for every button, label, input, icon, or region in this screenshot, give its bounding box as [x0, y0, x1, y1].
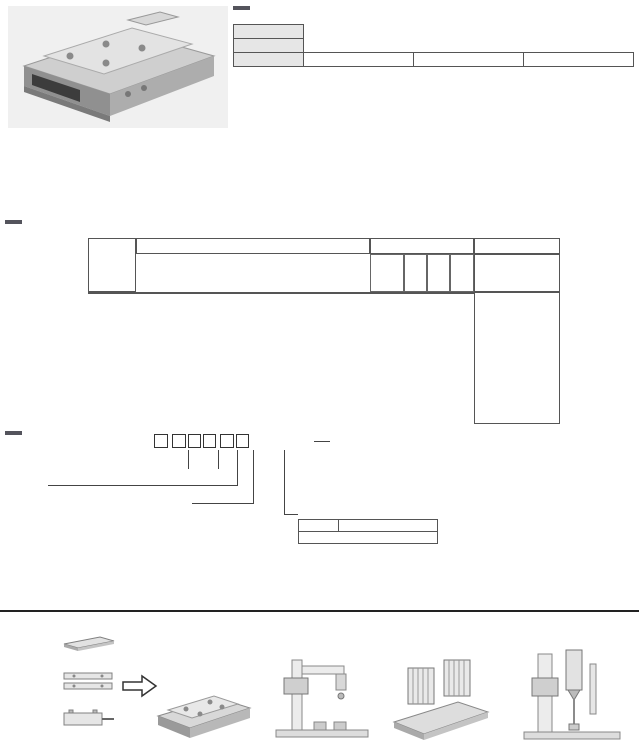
leader-line — [284, 450, 285, 514]
leader-line — [284, 514, 298, 515]
switch-model-row — [299, 532, 438, 544]
slide-table-product-illustration — [8, 6, 228, 128]
option-header-stroke-adjuster — [370, 254, 404, 292]
guide-rail-illustration — [60, 670, 118, 692]
switch-code-box — [220, 434, 234, 448]
leader-line — [218, 450, 219, 469]
stroke-header-row — [136, 254, 370, 292]
heavy-load-illustration — [386, 644, 496, 744]
table-plate-illustration — [60, 634, 118, 654]
combo-item-guide — [12, 669, 124, 693]
leader-line — [188, 450, 189, 469]
option-header-axial-piping — [450, 254, 474, 292]
pick-and-place-illustration — [270, 644, 374, 744]
option-header-spring-buffer — [404, 254, 427, 292]
combo-item-table — [12, 632, 124, 656]
spec-header-row — [234, 25, 634, 39]
selection-section-title — [5, 220, 22, 224]
switch-model-code — [299, 520, 339, 532]
auto-screwdriver-illustration — [508, 644, 634, 744]
switch-model-table — [298, 519, 438, 544]
selection-matrix — [88, 292, 474, 294]
plus-sign — [12, 693, 124, 706]
spec-section-title — [233, 6, 250, 10]
spec-bore-label — [234, 39, 304, 53]
port-size-small — [304, 53, 414, 67]
spec-bore-row — [234, 39, 634, 53]
combo-result — [162, 644, 186, 647]
selection-table — [88, 238, 560, 424]
switch-model-row — [299, 520, 438, 532]
leader-line — [253, 450, 254, 503]
switch-model-note — [299, 532, 438, 544]
leader-line — [314, 441, 330, 442]
plus-sign — [12, 656, 124, 669]
model-code-section-title — [5, 431, 22, 435]
spec-port-label — [234, 53, 304, 67]
adjuster-code-box — [188, 434, 201, 448]
combo-item-cylinder — [12, 706, 124, 730]
option-code-box — [203, 434, 216, 448]
switch-count-code-box — [236, 434, 249, 448]
options-group-header — [370, 238, 474, 254]
product-photo — [8, 6, 228, 128]
option-header-end-lock — [427, 254, 450, 292]
spec-model-header — [234, 25, 304, 39]
combo-stack — [12, 632, 124, 730]
bore-column-header — [88, 238, 136, 292]
port-size-medium — [414, 53, 524, 67]
spec-table — [233, 24, 634, 67]
section-divider — [0, 610, 639, 612]
spec-port-row — [234, 53, 634, 67]
leader-line — [192, 503, 254, 504]
stroke-code-box — [172, 434, 186, 448]
option-header-row — [370, 254, 474, 292]
switch-mount-subheader — [474, 254, 560, 292]
switch-model-desc — [339, 520, 438, 532]
cylinder-illustration — [60, 707, 118, 729]
switch-model-list — [474, 292, 560, 424]
leader-line — [48, 485, 238, 486]
bore-code-box — [154, 434, 168, 448]
stroke-group-header — [136, 238, 370, 254]
leader-line — [237, 450, 238, 485]
slide-unit-illustration — [152, 678, 256, 744]
port-size-large — [524, 53, 634, 67]
switch-group-header — [474, 238, 560, 254]
model-code-example — [150, 434, 249, 448]
